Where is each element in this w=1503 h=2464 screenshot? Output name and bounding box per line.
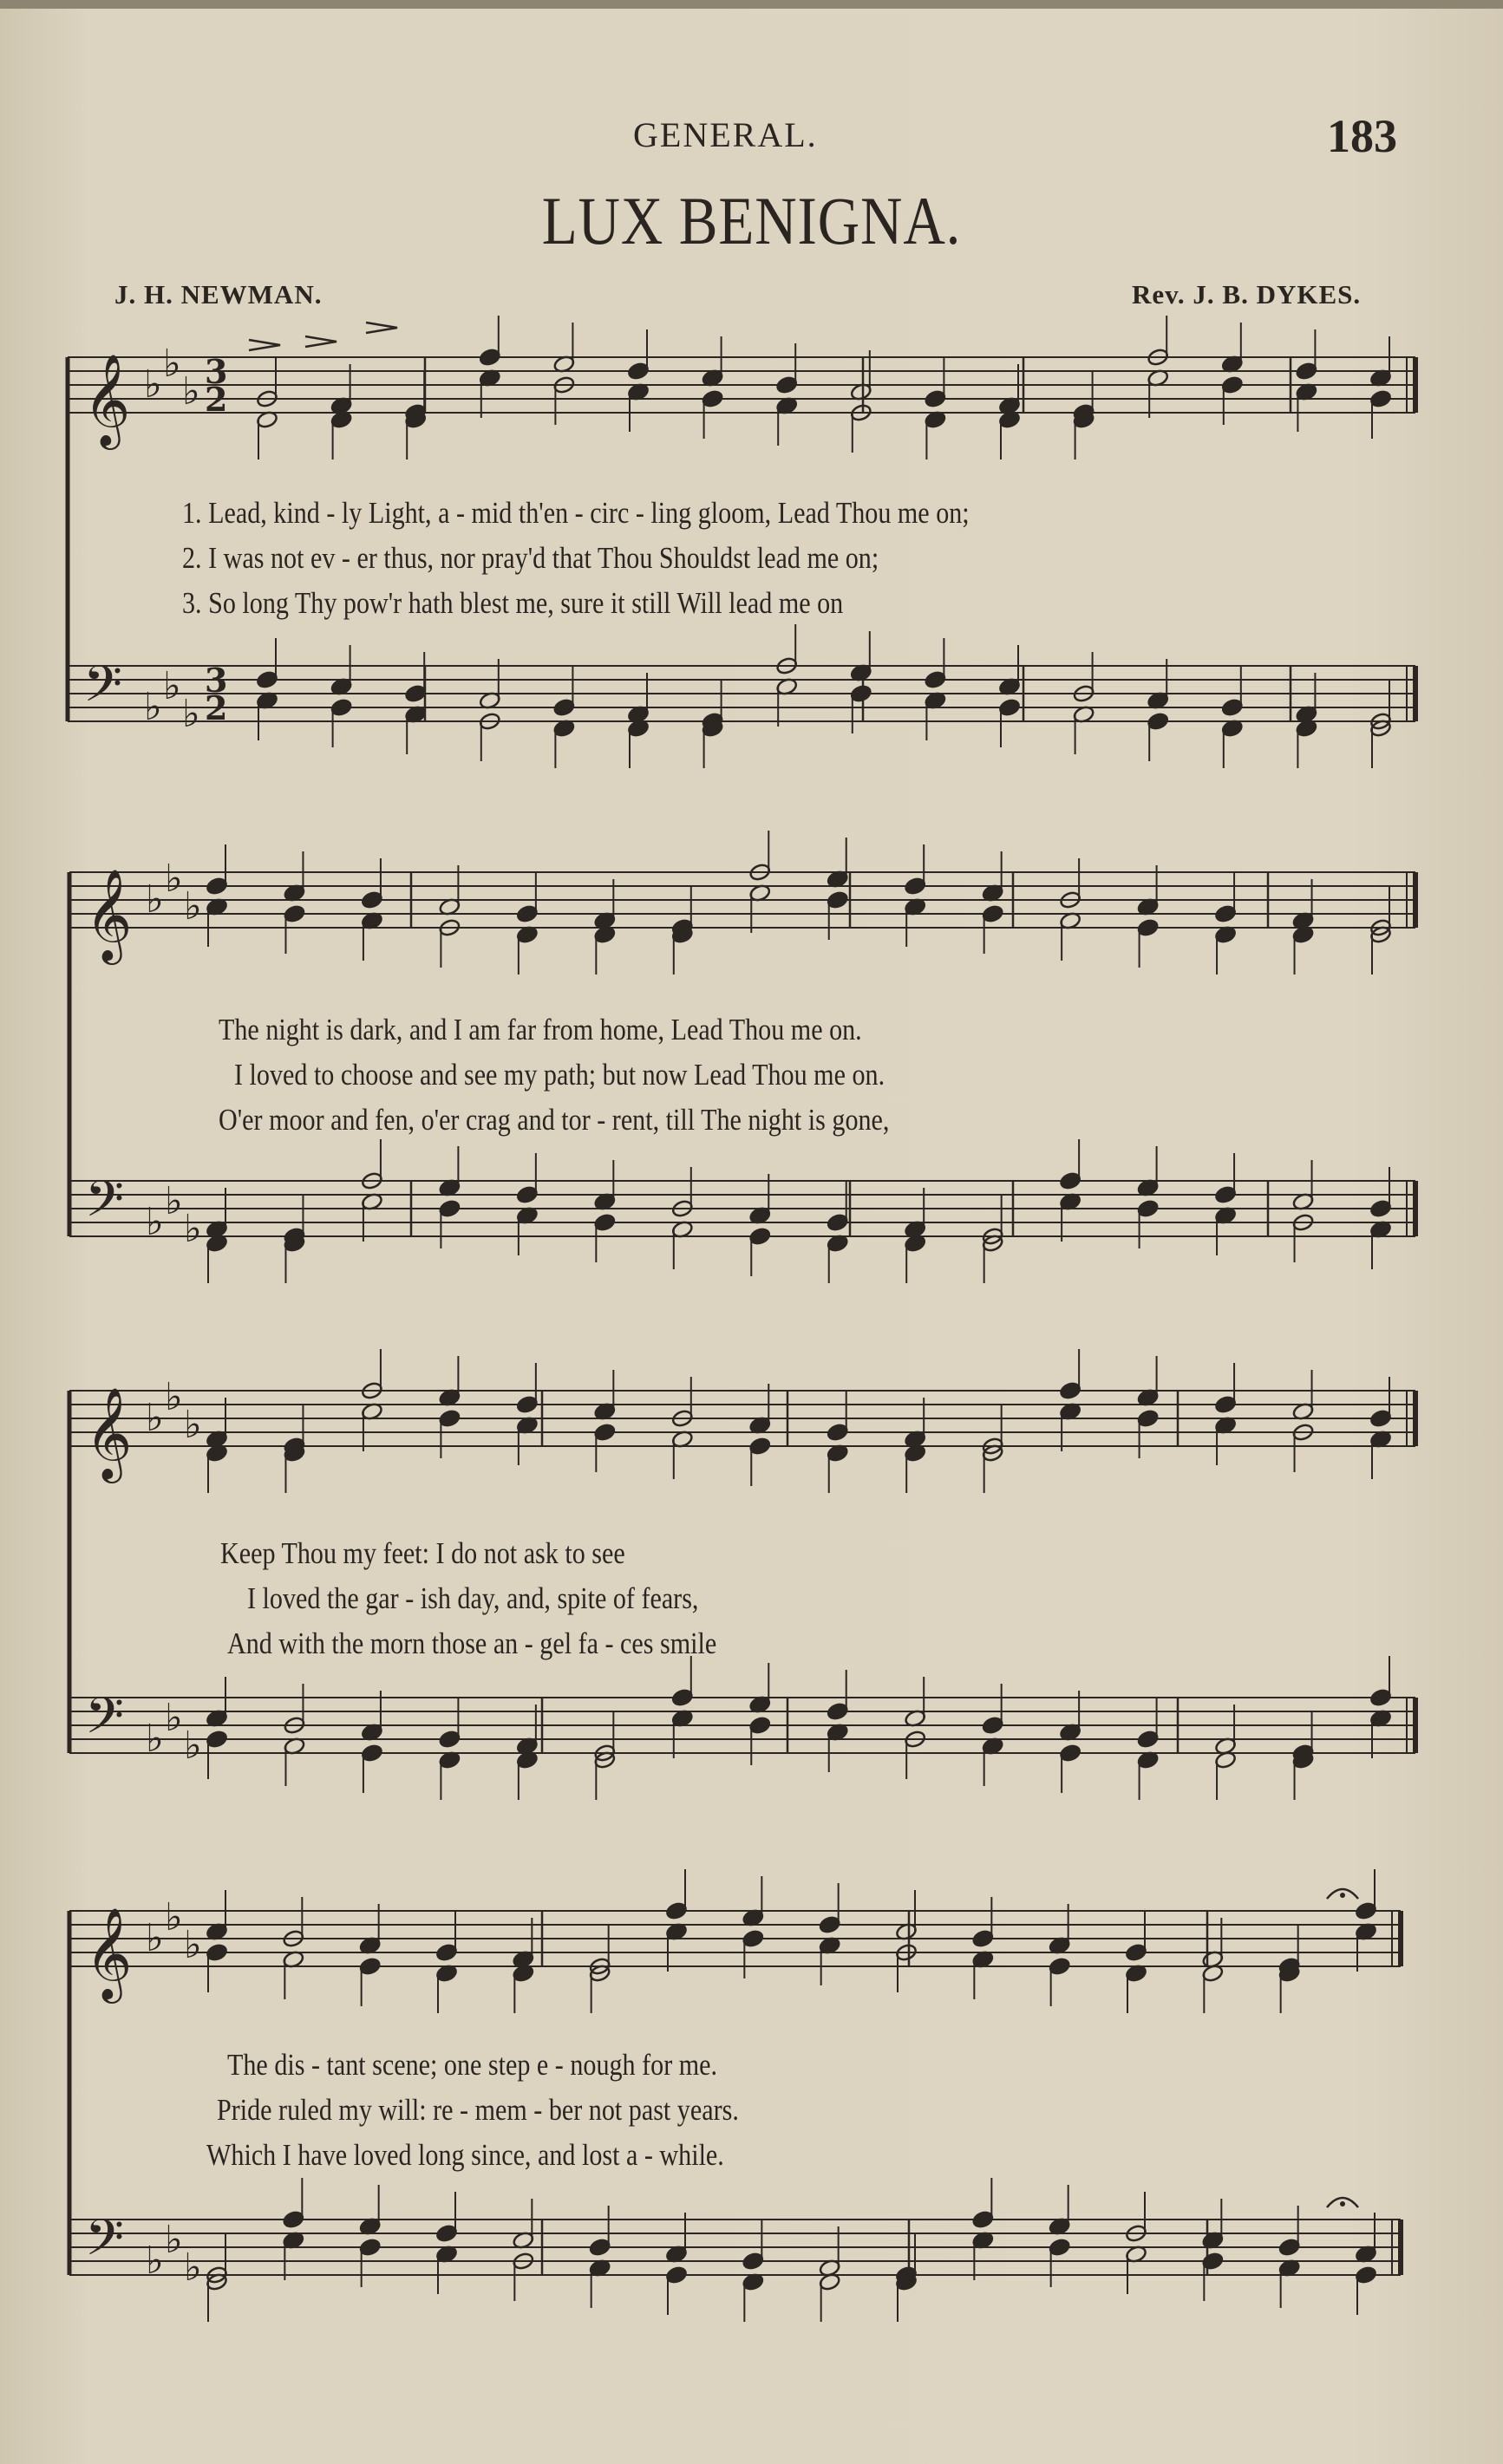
time-signature: 3 (205, 661, 228, 700)
fermata-dot (1340, 1893, 1345, 1898)
flat-icon: ♭ (182, 692, 200, 736)
bass-clef-icon: 𝄢 (83, 655, 123, 726)
composer-credit: Rev. J. B. DYKES. (1132, 279, 1362, 310)
flat-icon: ♭ (184, 2246, 202, 2290)
flat-icon: ♭ (165, 1696, 183, 1740)
flat-icon: ♭ (184, 884, 202, 929)
flat-icon: ♭ (146, 1200, 164, 1244)
accent-mark (305, 336, 337, 347)
flat-icon: ♭ (146, 1916, 164, 1960)
flat-icon: ♭ (163, 664, 181, 708)
flat-icon: ♭ (144, 685, 162, 729)
lyric-line: Keep Thou my feet: I do not ask to see (220, 1536, 625, 1570)
lyric-line: And with the morn those an - gel fa - ces smile (227, 1626, 717, 1660)
bass-clef-icon: 𝄢 (85, 1170, 125, 1241)
hymn-title: LUX BENIGNA. (541, 183, 962, 258)
lyric-line: The night is dark, and I am far from home, Lead Thou me on. (219, 1013, 862, 1046)
lyric-line: The dis - tant scene; one step e - nough for me. (227, 2048, 718, 2082)
accent-mark (366, 323, 397, 333)
bass-clef-icon: 𝄢 (85, 2208, 125, 2279)
fermata-dot (1340, 2201, 1345, 2207)
flat-icon: ♭ (165, 1179, 183, 1223)
lyric-line: I loved the gar - ish day, and, spite of fears, (247, 1581, 699, 1615)
flat-icon: ♭ (184, 1207, 202, 1251)
flat-icon: ♭ (182, 369, 200, 414)
flat-icon: ♭ (146, 2239, 164, 2283)
lyric-line: 2. I was not ev - er thus, nor pray'd that Thou Shouldst lead me on; (182, 541, 879, 575)
flat-icon: ♭ (163, 342, 181, 386)
page-number: 183 (1327, 110, 1397, 162)
lyric-line: Pride ruled my will: re - mem - ber not past years. (217, 2093, 739, 2127)
treble-clef-icon: 𝄞 (85, 1907, 133, 1999)
author-credit: J. H. NEWMAN. (114, 279, 323, 310)
bass-clef-icon: 𝄢 (85, 1686, 125, 1757)
flat-icon: ♭ (184, 1724, 202, 1768)
treble-clef-icon: 𝄞 (83, 353, 131, 446)
accent-mark (249, 340, 280, 350)
lyric-line: 1. Lead, kind - ly Light, a - mid th'en - circ - ling gloom, Lead Thou me on; (182, 496, 970, 530)
flat-icon: ♭ (165, 1375, 183, 1419)
lyric-line: Which I have loved long since, and lost a - while. (206, 2138, 724, 2172)
section-heading: GENERAL. (633, 115, 818, 154)
treble-clef-icon: 𝄞 (85, 1386, 133, 1479)
flat-icon: ♭ (146, 1396, 164, 1440)
flat-icon: ♭ (146, 877, 164, 922)
lyric-line: 3. So long Thy pow'r hath blest me, sure it still Will lead me on (182, 586, 844, 620)
flat-icon: ♭ (144, 362, 162, 407)
flat-icon: ♭ (165, 857, 183, 901)
flat-icon: ♭ (165, 1895, 183, 1939)
time-signature: 3 (205, 352, 228, 391)
time-signature: 2 (205, 380, 228, 419)
flat-icon: ♭ (184, 1403, 202, 1447)
lyric-line: O'er moor and fen, o'er crag and tor - rent, till The night is gone, (219, 1103, 890, 1137)
treble-clef-icon: 𝄞 (85, 868, 133, 961)
flat-icon: ♭ (165, 2218, 183, 2262)
time-signature: 2 (205, 688, 228, 727)
flat-icon: ♭ (146, 1717, 164, 1761)
lyric-line: I loved to choose and see my path; but now Lead Thou me on. (234, 1058, 885, 1092)
flat-icon: ♭ (184, 1923, 202, 1967)
